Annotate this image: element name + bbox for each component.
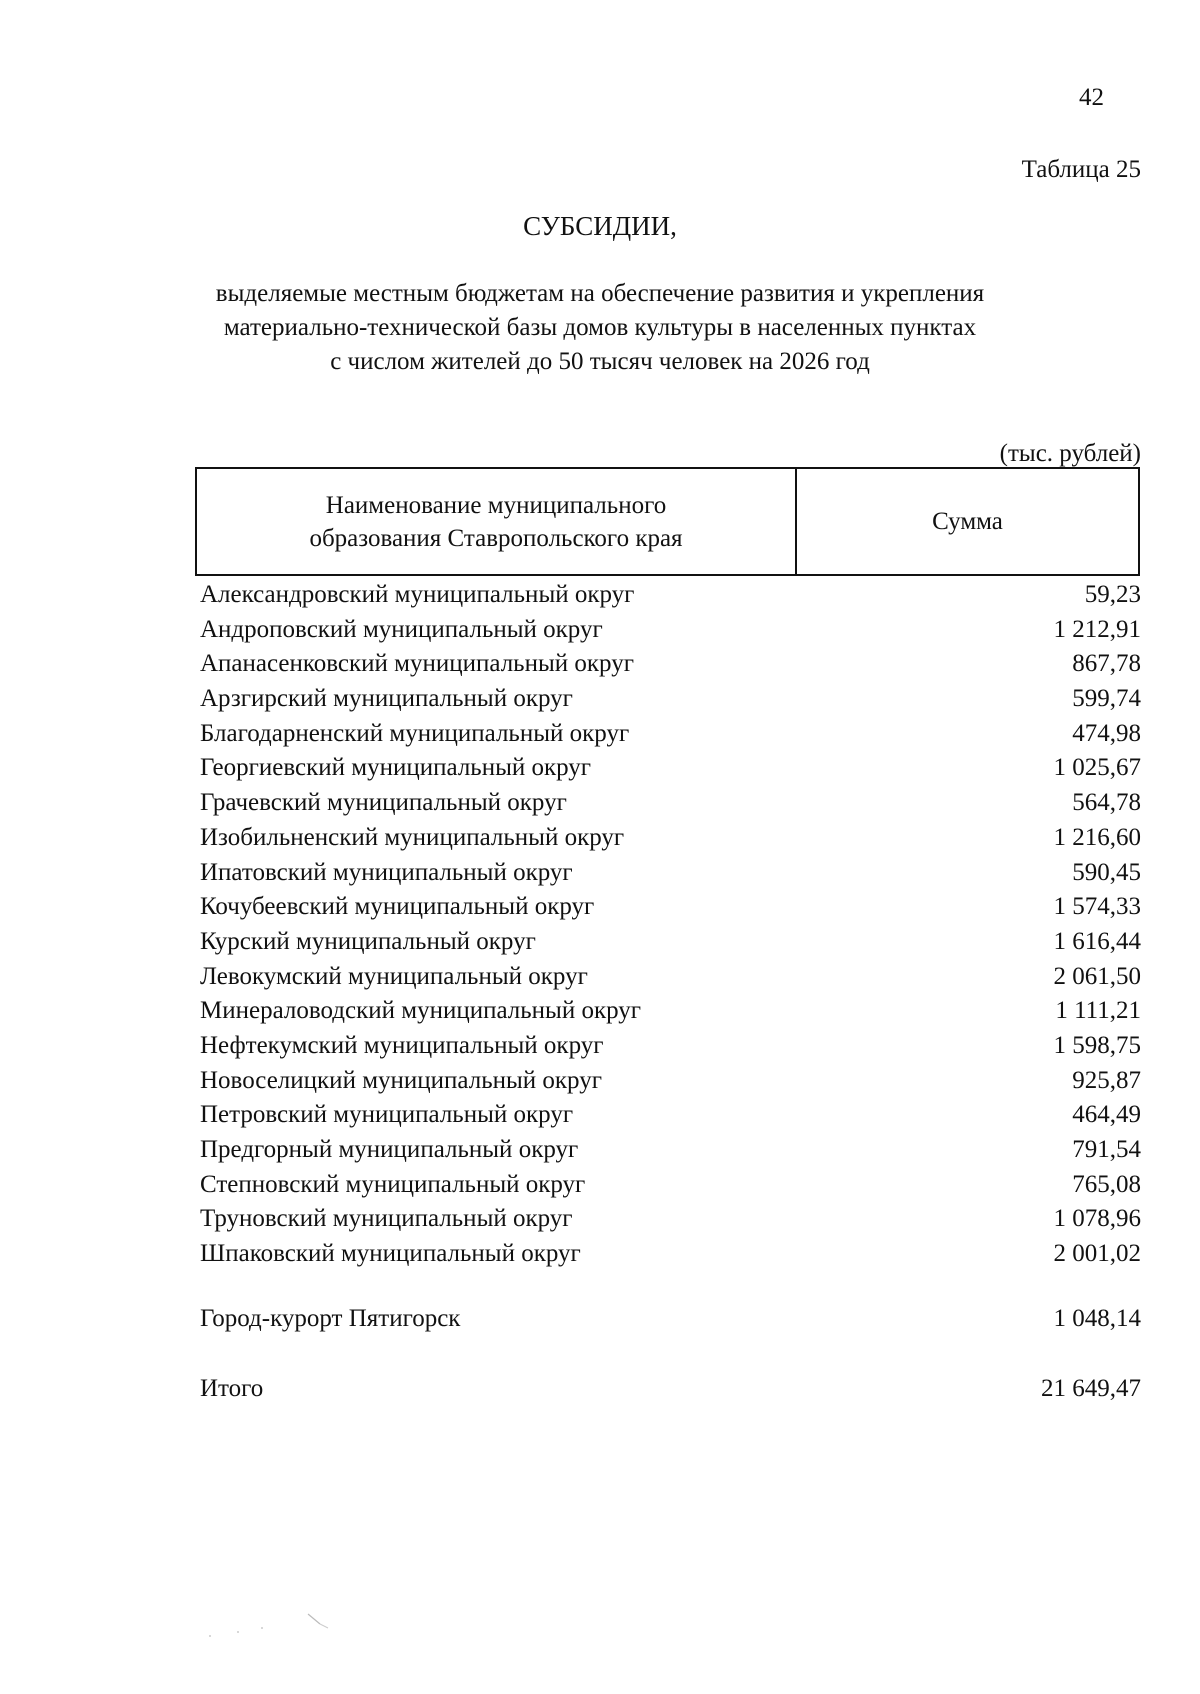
subsidy-amount: 925,87 [1072,1066,1141,1094]
municipality-name: Грачевский муниципальный округ [200,789,567,817]
subsidy-amount: 765,08 [1072,1170,1141,1198]
table-row [200,1133,1141,1168]
municipality-name: Кочубеевский муниципальный округ [200,893,595,921]
subsidy-amount: 2 061,50 [1053,962,1141,990]
table-body [200,578,1141,1272]
municipality-name: Арзгирский муниципальный округ [200,685,573,713]
table-row [200,578,1141,613]
municipality-name: Петровский муниципальный округ [200,1101,574,1129]
table-header [195,467,1140,576]
table-row [200,1202,1141,1237]
city-name: Город-курорт Пятигорск [200,1305,461,1332]
municipality-name: Изобильненский муниципальный округ [200,823,625,851]
subsidy-amount: 474,98 [1072,719,1141,747]
total-row [200,1372,1141,1407]
subsidy-amount: 59,23 [1084,581,1141,608]
municipality-name: Шпаковский муниципальный округ [200,1240,581,1268]
table-row [200,1064,1141,1099]
subsidy-amount: 1 025,67 [1053,754,1141,782]
table-row [200,821,1141,856]
municipality-name: Ипатовский муниципальный округ [200,858,573,886]
table-row [200,682,1141,717]
table-row [200,890,1141,925]
subsidy-amount: 1 598,75 [1053,1031,1141,1059]
subsidy-amount: 1 616,44 [1053,927,1141,955]
subsidy-amount: 1 111,21 [1055,997,1141,1025]
table-row [200,994,1141,1029]
subtitle-line: выделяемые местным бюджетам на обеспечение развития и укрепления [215,280,985,307]
page-number: 42 [1079,84,1104,111]
municipality-name: Курский муниципальный округ [200,927,536,955]
table-row [200,613,1141,648]
table-row [200,1168,1141,1203]
total-amount: 21 649,47 [1041,1375,1141,1402]
table-row [200,1237,1141,1272]
municipality-name: Георгиевский муниципальный округ [200,754,592,782]
total-label: Итого [200,1375,264,1402]
table-row [200,751,1141,786]
subsidy-amount: 590,45 [1072,858,1141,886]
municipality-name: Андроповский муниципальный округ [200,615,603,643]
header-sum-column: Сумма [932,507,1003,535]
municipality-name: Новоселицкий муниципальный округ [200,1066,602,1094]
subsidy-amount: 2 001,02 [1053,1240,1141,1268]
table-row [200,786,1141,821]
table-row [200,960,1141,995]
document-subtitle [170,277,1030,379]
scan-specks-decoration [190,1610,350,1650]
subsidy-amount: 464,49 [1072,1101,1141,1129]
municipality-name: Степновский муниципальный округ [200,1170,586,1198]
subsidy-amount: 1 212,91 [1053,615,1141,643]
units-label: (тыс. рублей) [999,440,1141,467]
subsidy-amount: 791,54 [1072,1136,1141,1163]
city-row [200,1302,1141,1337]
municipality-name: Предгорный муниципальный округ [200,1136,579,1163]
header-name-column: Наименование муниципального образования Ставропольского края [197,469,797,574]
subsidy-amount: 1 078,96 [1053,1205,1141,1233]
municipality-name: Минераловодский муниципальный округ [200,997,642,1025]
municipality-name: Александровский муниципальный округ [200,581,635,608]
subsidy-amount: 867,78 [1072,650,1141,678]
subtitle-line: материально-технической базы домов культуры в населенных пунктах [223,314,977,341]
table-label: Таблица 25 [1021,156,1141,183]
municipality-name: Благодарненский муниципальный округ [200,719,630,747]
municipality-name: Труновский муниципальный округ [200,1205,573,1233]
table-row [200,856,1141,891]
table-row [200,1029,1141,1064]
table-row [200,1098,1141,1133]
table-row [200,925,1141,960]
document-title: СУБСИДИИ, [523,211,677,241]
subsidy-amount: 564,78 [1072,789,1141,817]
municipality-name: Левокумский муниципальный округ [200,962,588,990]
subsidy-amount: 1 216,60 [1053,823,1141,851]
city-amount: 1 048,14 [1053,1305,1141,1332]
subsidy-amount: 599,74 [1072,685,1141,713]
subtitle-line: с числом жителей до 50 тысяч человек на 2026 год [330,348,870,375]
table-row [200,717,1141,752]
municipality-name: Нефтекумский муниципальный округ [200,1031,604,1059]
subsidy-amount: 1 574,33 [1053,893,1141,921]
table-row [200,647,1141,682]
municipality-name: Апанасенковский муниципальный округ [200,650,634,678]
